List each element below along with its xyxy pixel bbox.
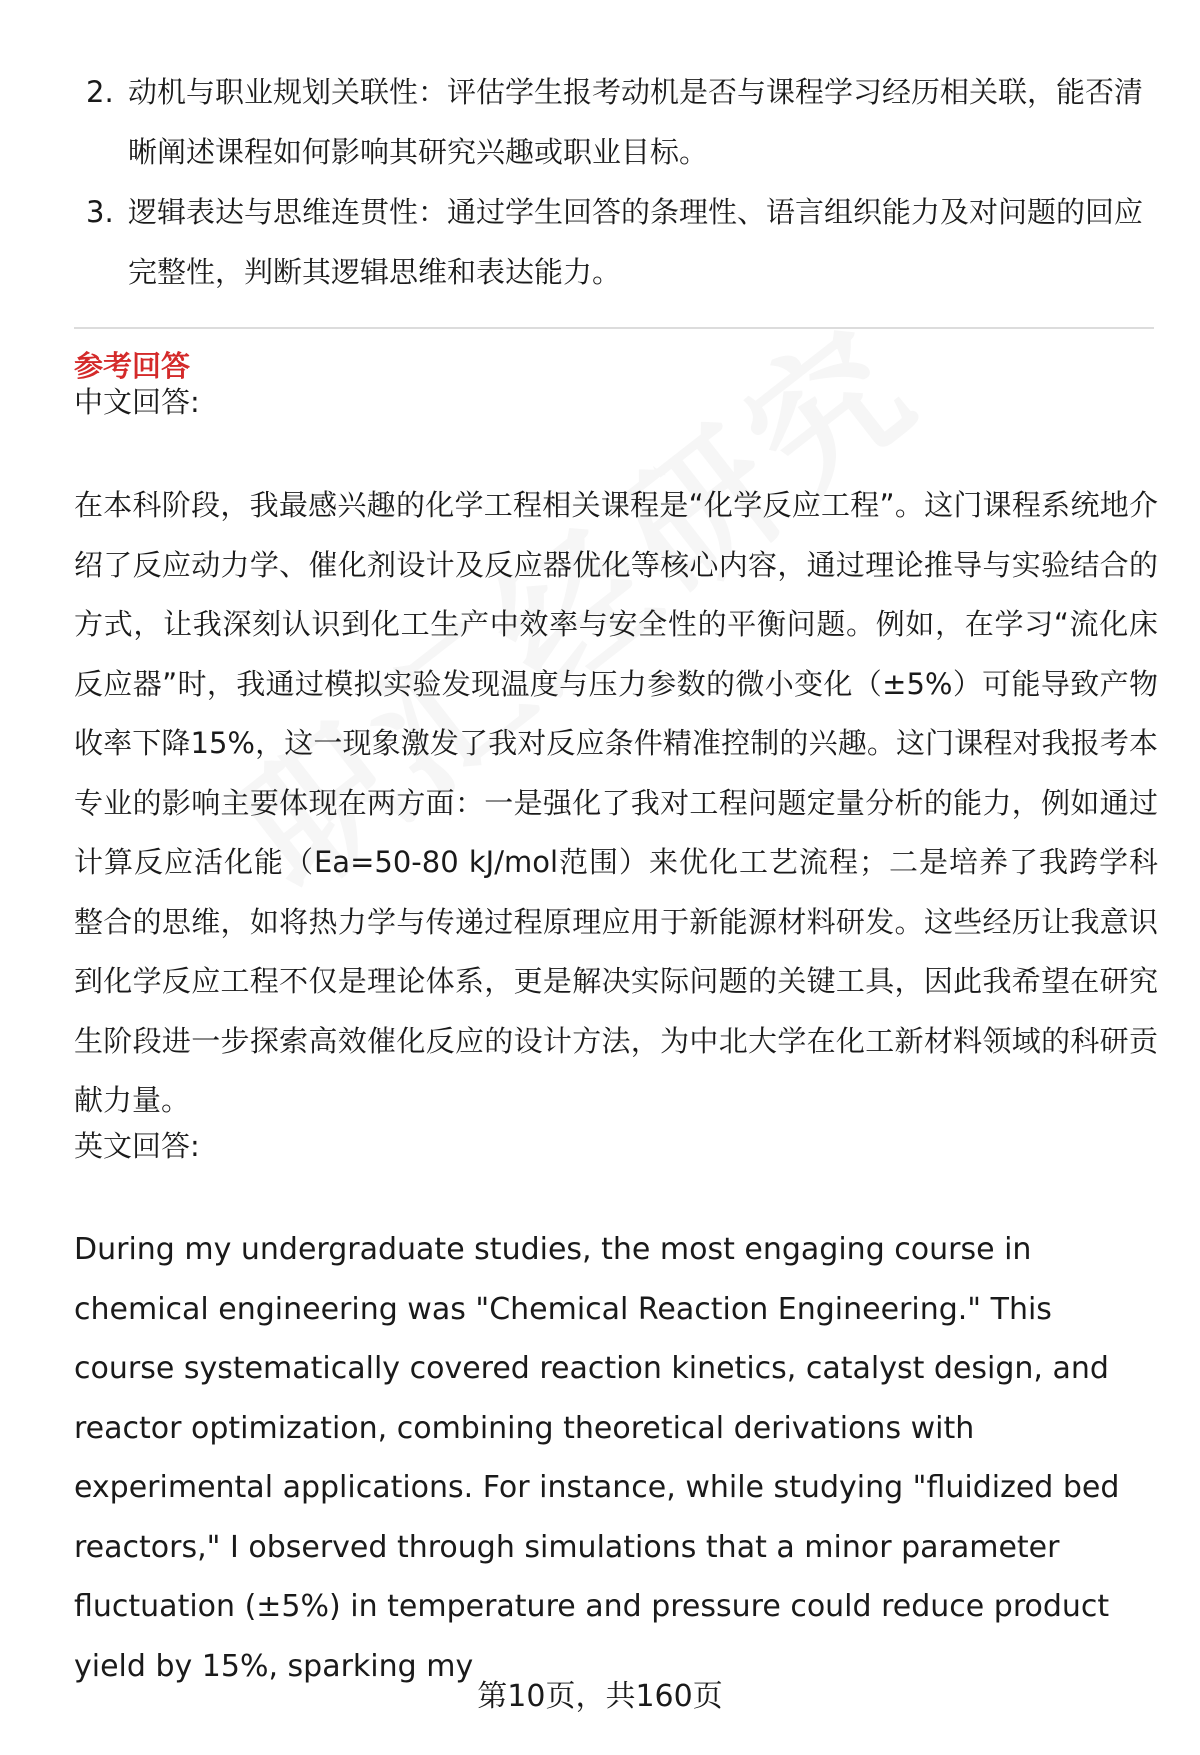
criteria-list — [74, 62, 1154, 302]
chinese-answer-paragraph: 在本科阶段，我最感兴趣的化学工程相关课程是“化学反应工程”。这门课程系统地介绍了反应动力学、催化剂设计及反应器优化等核心内容，通过理论推导与实验结合的方式，让我深刻认识到化工生产中效率与安全性的平衡问题。例如，在学习“流化床反应器”时，我通过模拟实验发现温度与压力参数的微小变化（±5%）可能导致产物收率下降15%，这一现象激发了我对反应条件精准控制的兴趣。这门课程对我报考本专业的影响主要体现在两方面：一是强化了我对工程问题定量分析的能力，例如通过计算反应活化能（Ea=50-80 kJ/mol范围）来优化工艺流程；二是培养了我跨学科整合的思维，如将热力学与传递过程原理应用于新能源材料研发。这些经历让我意识到化学反应工程不仅是理论体系，更是解决实际问题的关键工具，因此我希望在研究生阶段进一步探索高效催化反应的设计方法，为中北大学在化工新材料领域的科研贡献力量。 — [74, 488, 1158, 1117]
section-title: 参考回答 — [74, 349, 191, 383]
english-answer-paragraph: During my undergraduate studies, the most engaging course in chemical engineering was "Chemical Reaction Engineering." This course systematically covered reaction kinetics, catalyst design, and reactor optimization, combining theoretical derivations with experimental applications. For instance, while studying "fluidized bed reactors," I observed through simulations that a minor parameter fluctuation (±5%) in temperature and pressure could reduce product yield by 15%, sparking my — [74, 1232, 1120, 1684]
list-item — [74, 62, 1154, 182]
list-item-number: 2. — [86, 75, 114, 109]
section-divider — [74, 327, 1154, 329]
english-answer-label: 英文回答: — [74, 1129, 200, 1163]
list-item-number: 3. — [86, 195, 114, 229]
chinese-answer-label: 中文回答: — [74, 385, 200, 419]
list-item — [74, 182, 1154, 302]
list-item-text: 动机与职业规划关联性：评估学生报考动机是否与课程学习经历相关联，能否清晰阐述课程如何影响其研究兴趣或职业目标。 — [128, 75, 1144, 169]
list-item-text: 逻辑表达与思维连贯性：通过学生回答的条理性、语言组织能力及对问题的回应完整性，判断其逻辑思维和表达能力。 — [128, 195, 1144, 289]
page-number: 第10页，共160页 — [477, 1679, 723, 1714]
